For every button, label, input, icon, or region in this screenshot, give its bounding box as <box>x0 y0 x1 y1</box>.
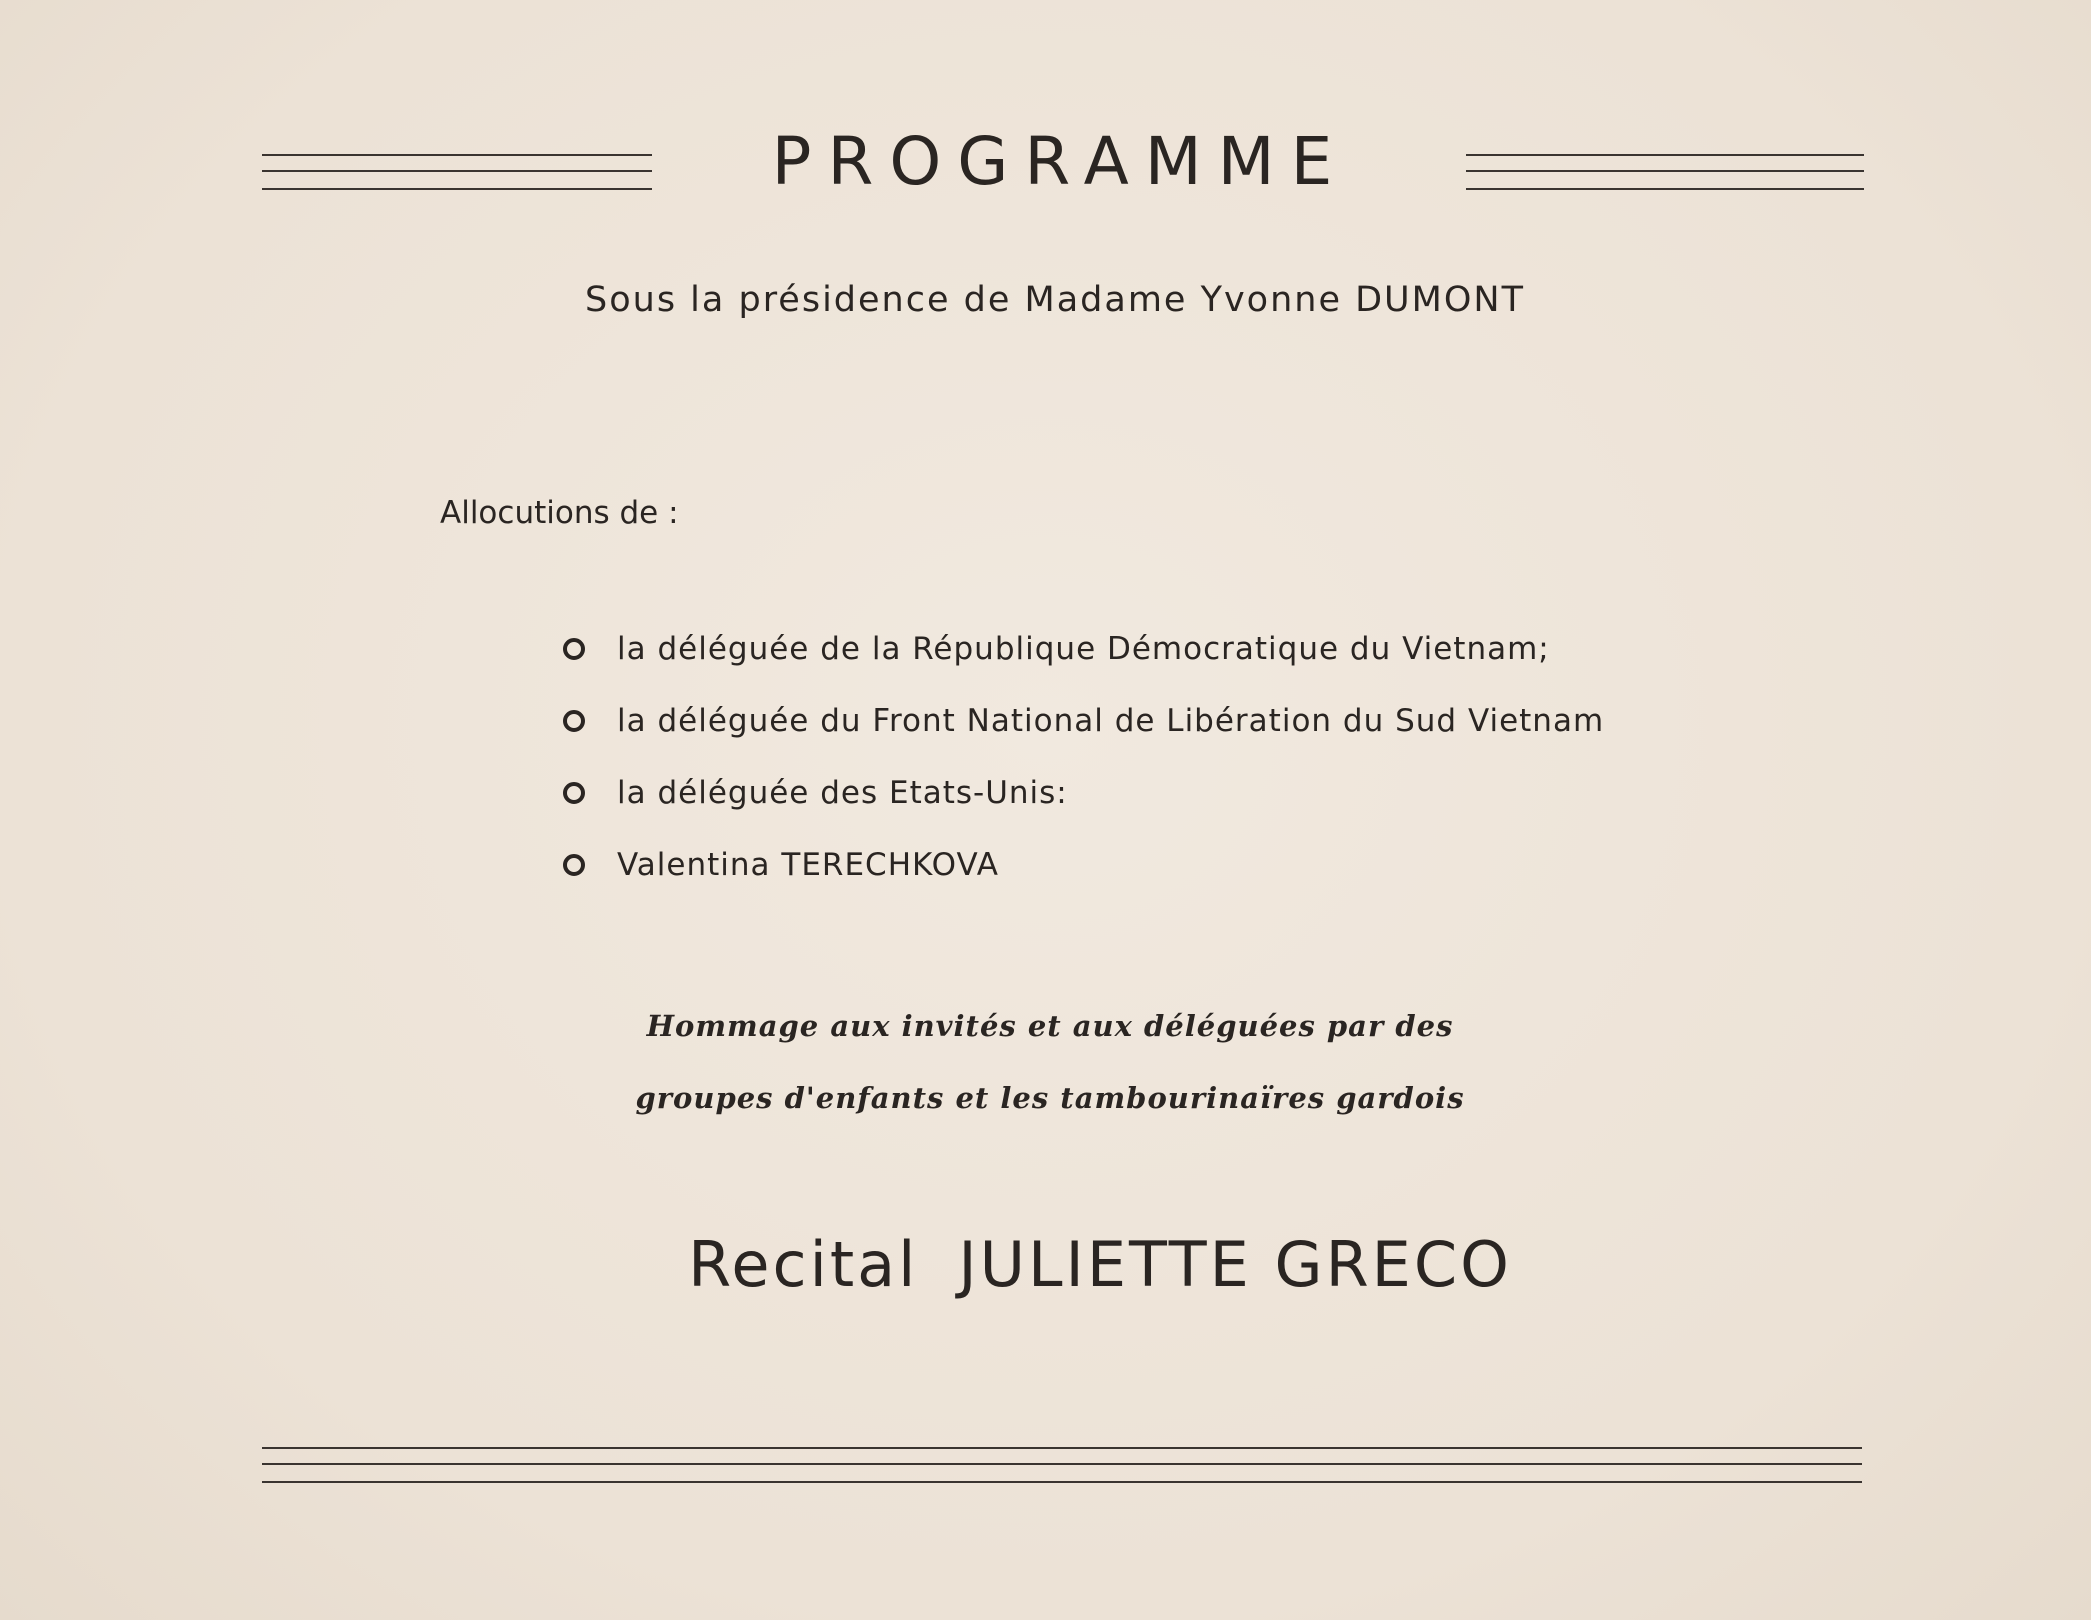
recital-artist: JULIETTE GRECO <box>958 1228 1512 1301</box>
circle-bullet-icon <box>563 638 585 660</box>
speaker-name: la déléguée du Front National de Libération du Sud Vietnam <box>617 703 1605 739</box>
speaker-name: Valentina TERECHKOVA <box>617 847 999 883</box>
hommage-block <box>600 990 1500 1134</box>
speaker-name: la déléguée des Etats-Unis: <box>617 775 1068 811</box>
allocutions-label: Allocutions de : <box>440 495 679 531</box>
top-right-rule <box>1466 154 1864 194</box>
speaker-name: la déléguée de la République Démocratique du Vietnam; <box>617 631 1550 667</box>
recital-word: Recital <box>688 1228 919 1301</box>
list-item <box>563 685 1604 757</box>
speaker-list <box>563 613 1604 901</box>
presidence-line: Sous la présidence de Madame Yvonne DUMONT <box>585 280 1525 320</box>
circle-bullet-icon <box>563 710 585 732</box>
list-item <box>563 829 1604 901</box>
show-through-text <box>150 150 180 215</box>
circle-bullet-icon <box>563 854 585 876</box>
top-left-rule <box>262 154 652 194</box>
bottom-rule <box>262 1447 1862 1487</box>
list-item <box>563 613 1604 685</box>
page-title: PROGRAMME <box>771 123 1349 200</box>
hommage-line-1: Hommage aux invités et aux déléguées par des <box>646 1009 1454 1043</box>
hommage-line-2: groupes d'enfants et les tambourinaïres gardois <box>635 1081 1465 1115</box>
recital-heading <box>500 1225 1700 1305</box>
list-item <box>563 757 1604 829</box>
circle-bullet-icon <box>563 782 585 804</box>
